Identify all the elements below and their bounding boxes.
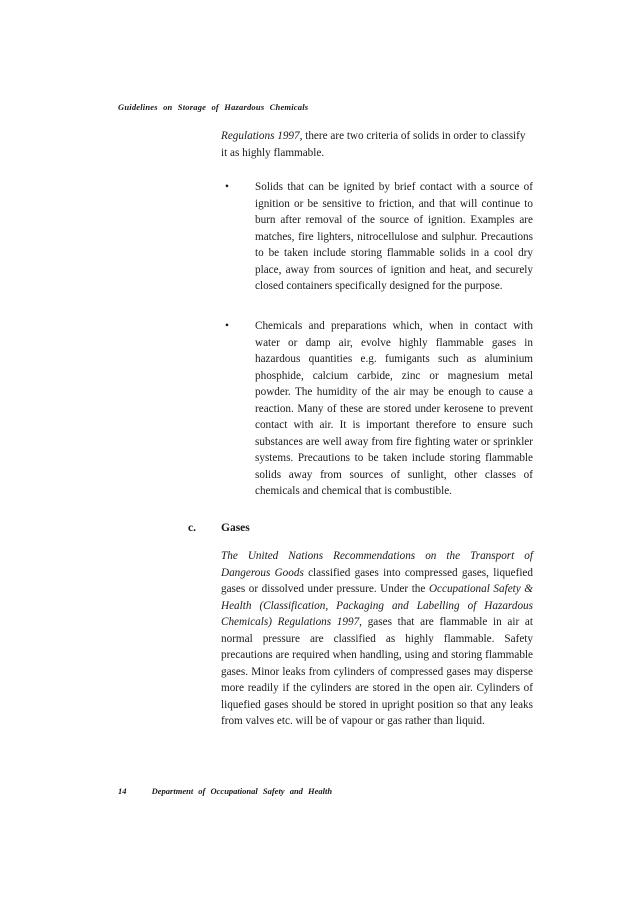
section-letter: c.	[188, 522, 196, 534]
bullet-item	[221, 179, 533, 295]
bullet-item	[221, 318, 533, 500]
bullet-text: Chemicals and preparations which, when in contact with water or damp air, evolve highly flammable gases in hazardous quantities e.g. fumigants such as aluminium phosphide, calcium carbide, zinc or magnesium metal powder. The humidity of the air may be enough to cause a reaction. Many of these are stored under kerosene to prevent contact with air. It is important therefore to ensure such substances are well away from fire fighting water or sprinkler systems. Precautions to be taken include storing flammable solids away from sources of sunlight, other classes of chemicals and chemical that is combustible.	[255, 320, 533, 497]
bullet-symbol: •	[225, 181, 229, 193]
running-head: Guidelines on Storage of Hazardous Chemicals	[118, 102, 309, 112]
intro-text: there are two criteria of solids in order to classify it as highly flammable.	[221, 130, 526, 159]
section-title: Gases	[221, 522, 250, 534]
gases-text-2: gases that are flammable in air at normal pressure are classified as highly flammable. Safety precautions are required when handling, using and storing flammable gases. Minor leaks from cylinders of compressed gases may disperse more readily if the cylinders are stored in the open air. Cylinders of liquefied gases should be stored in upright position so that any leaks from valves etc. will be of vapour or gas rather than liquid.	[221, 616, 533, 727]
gases-italic-ref-1: The United Nations Recommendations on the Transport of Dangerous Goods	[221, 550, 533, 579]
gases-paragraph	[221, 548, 533, 730]
gases-italic-ref-2: Occupational Safety & Health (Classification, Packaging and Labelling of Hazardous Chemicals) Regulations 1997,	[221, 583, 533, 628]
bullet-symbol: •	[225, 320, 229, 332]
page-footer	[118, 786, 332, 796]
bullet-text: Solids that can be ignited by brief contact with a source of ignition or be sensitive to friction, and that will continue to burn after removal of the source of ignition. Examples are matches, fire lighters, nitrocellulose and sulphur. Precautions to be taken include storing flammable solids in a cool dry place, away from sources of ignition and heat, and securely closed containers specifically designed for the purpose.	[255, 181, 533, 292]
gases-text-1: classified gases into compressed gases, liquefied gases or dissolved under pressure. Under the	[221, 566, 533, 595]
intro-paragraph	[221, 128, 533, 161]
page-number: 14	[118, 786, 127, 796]
footer-department: Department of Occupational Safety and Health	[151, 786, 333, 796]
intro-italic-reference: Regulations 1997,	[221, 130, 303, 142]
